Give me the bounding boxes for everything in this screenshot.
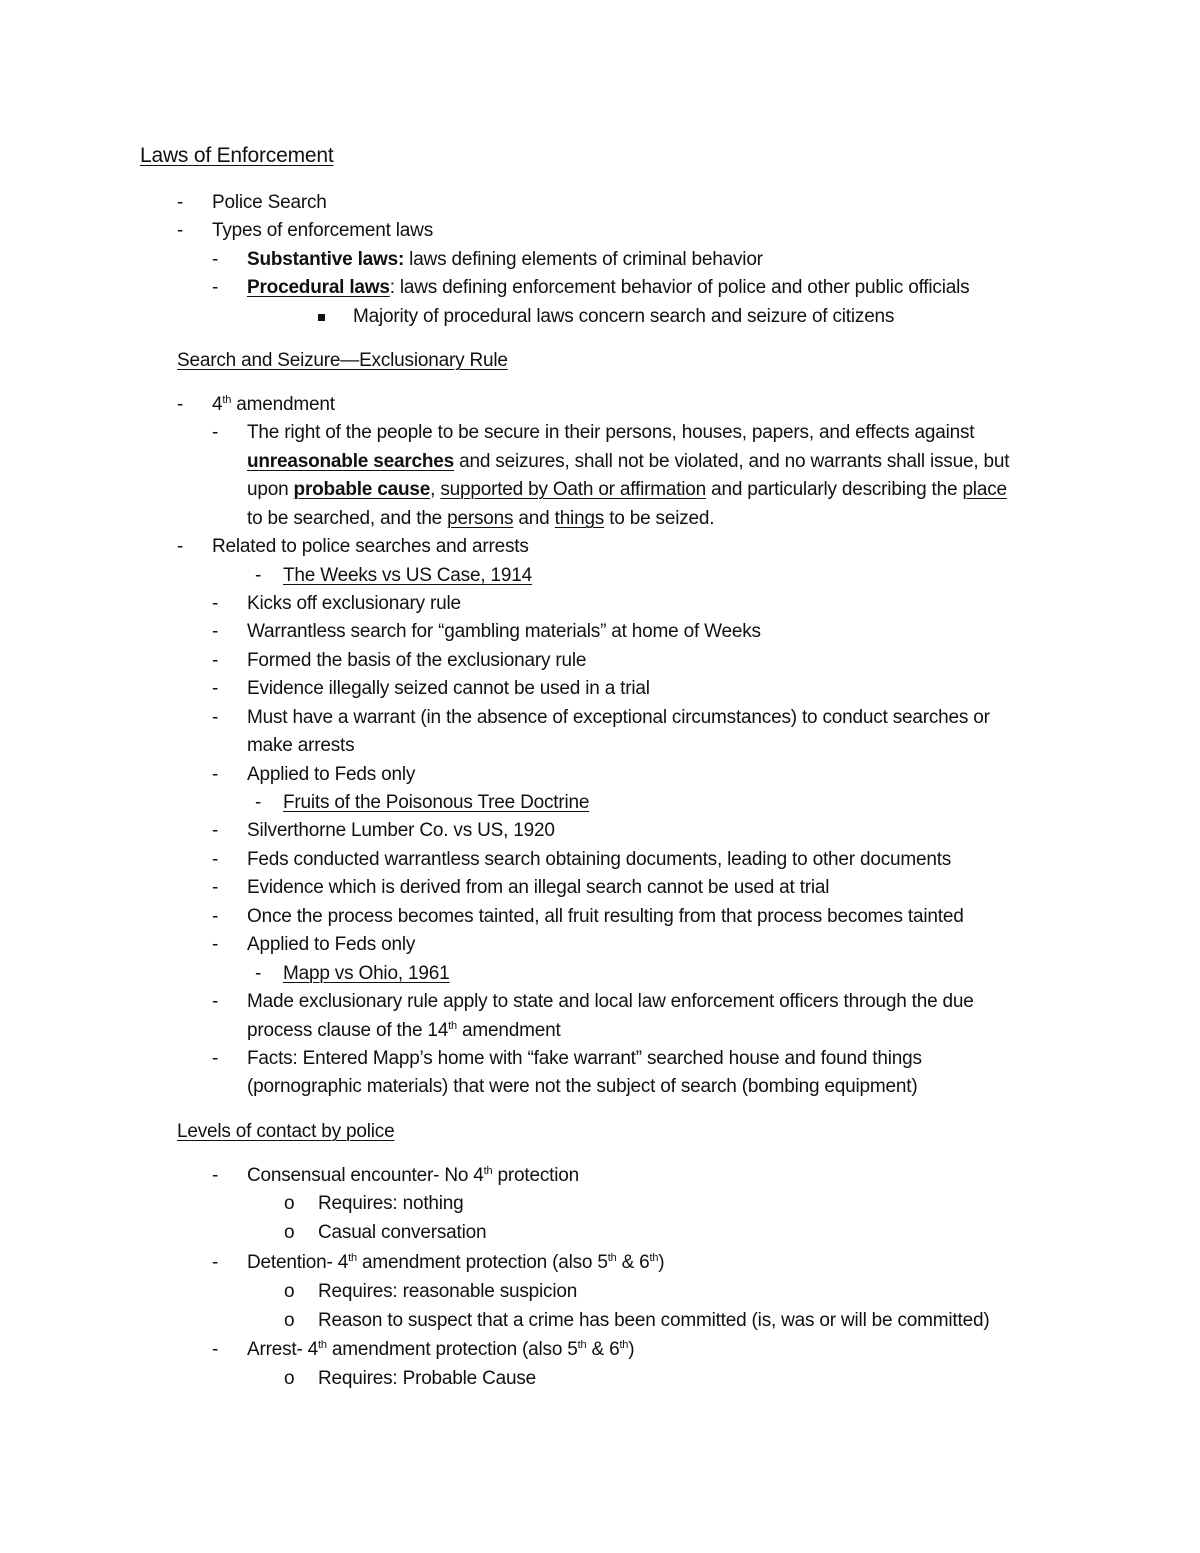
list-item-continuation: make arrests — [247, 735, 355, 756]
dash-marker: - — [255, 792, 262, 813]
list-item-continuation: (pornographic materials) that were not the subject of search (bombing equipment) — [247, 1076, 918, 1097]
dash-marker: - — [255, 565, 262, 586]
dash-marker: - — [212, 593, 219, 614]
dash-marker: - — [212, 1165, 219, 1186]
quote-line: upon probable cause, supported by Oath or affirmation and particularly describing the place — [247, 479, 1007, 500]
dash-marker: - — [212, 877, 219, 898]
circle-marker: o — [284, 1368, 295, 1389]
dash-marker: - — [212, 764, 219, 785]
circle-marker: o — [284, 1222, 295, 1243]
dash-marker: - — [212, 991, 219, 1012]
dash-marker: - — [255, 963, 262, 984]
circle-marker: o — [284, 1310, 295, 1331]
dash-marker: - — [212, 249, 219, 270]
section-heading: Search and Seizure—Exclusionary Rule — [177, 350, 508, 371]
dash-marker: - — [212, 820, 219, 841]
list-item-continuation: process clause of the 14th amendment — [247, 1020, 561, 1041]
dash-marker: - — [212, 707, 219, 728]
dash-marker: - — [177, 394, 184, 415]
circle-marker: o — [284, 1281, 295, 1302]
dash-marker: - — [212, 422, 219, 443]
dash-marker: - — [212, 1252, 219, 1273]
document-page: Laws of Enforcement - Police Search - Types of enforcement laws - Substantive laws: laws defining elements of criminal behavior - Procedural laws: laws defining enforcement behavior of police and other public officials Majority of procedural laws concern search and seizure of citizens Search and Seizure—Exclusionary Rule - 4th amendment - The right of the people to be secure in their persons, houses, papers, and effects against unreasonable searches and seizures, shall not be violated, and no warrants shall issue, but upon probable cause, supported by Oath or affirmation and particularly describing the place to be searched, and the persons and things to be seized. - Related to police searches and arrests - The Weeks vs US Case, 1914 - Kicks off exclusionary rule - Warrantless search for “gambling materials” at home of Weeks - Formed the basis of the exclusionary rule - Evidence illegally seized cannot be used in a trial - Must have a warrant (in the absence of exceptional circumstances) to conduct searches or make arrests - Applied to Feds only - Fruits of the Poisonous Tree Doctrine - Silverthorne Lumber Co. vs US, 1920 - Feds conducted warrantless search obtaining documents, leading to other documents - Evidence which is derived from an illegal search cannot be used at trial - Once the process becomes tainted, all fruit resulting from that process becomes tainted - Applied to Feds only - Mapp vs Ohio, 1961 - Made exclusionary rule apply to state and local law enforcement officers through the due process clause of the 14th amendment - Facts: Entered Mapp’s home with “fake warrant” searched house and found things (pornographic materials) that were not the subject of search (bombing equipment) Levels of contact by police - Consensual encounter- No 4th protection o Requires: nothing o Casual conversation - Detention- 4th amendment protection (also 5th & 6th) o Requires: reasonable suspicion o Reason to suspect that a crime has been committed (is, was or will be committed) - Arrest- 4th amendment protection (also 5th & 6th) o Requires: Probable Cause — [140, 144, 1010, 1389]
dash-marker: - — [212, 277, 219, 298]
quote-line: unreasonable searches and seizures, shall not be violated, and no warrants shall issue, but — [247, 451, 1010, 472]
dash-marker: - — [177, 192, 184, 213]
dash-marker: - — [212, 934, 219, 955]
substantive-term: Substantive laws: — [247, 249, 405, 270]
dash-marker: - — [177, 536, 184, 557]
procedural-term: Procedural laws — [247, 277, 390, 298]
dash-marker: - — [212, 650, 219, 671]
section-heading: Levels of contact by police — [177, 1121, 395, 1142]
circle-marker: o — [284, 1193, 295, 1214]
dash-marker: - — [212, 906, 219, 927]
dash-marker: - — [177, 220, 184, 241]
square-bullet-icon — [318, 314, 325, 321]
page-title: Laws of Enforcement — [140, 144, 334, 167]
quote-line: to be searched, and the persons and things to be seized. — [247, 508, 715, 529]
dash-marker: - — [212, 621, 219, 642]
dash-marker: - — [212, 1048, 219, 1069]
dash-marker: - — [212, 1339, 219, 1360]
dash-marker: - — [212, 678, 219, 699]
dash-marker: - — [212, 849, 219, 870]
